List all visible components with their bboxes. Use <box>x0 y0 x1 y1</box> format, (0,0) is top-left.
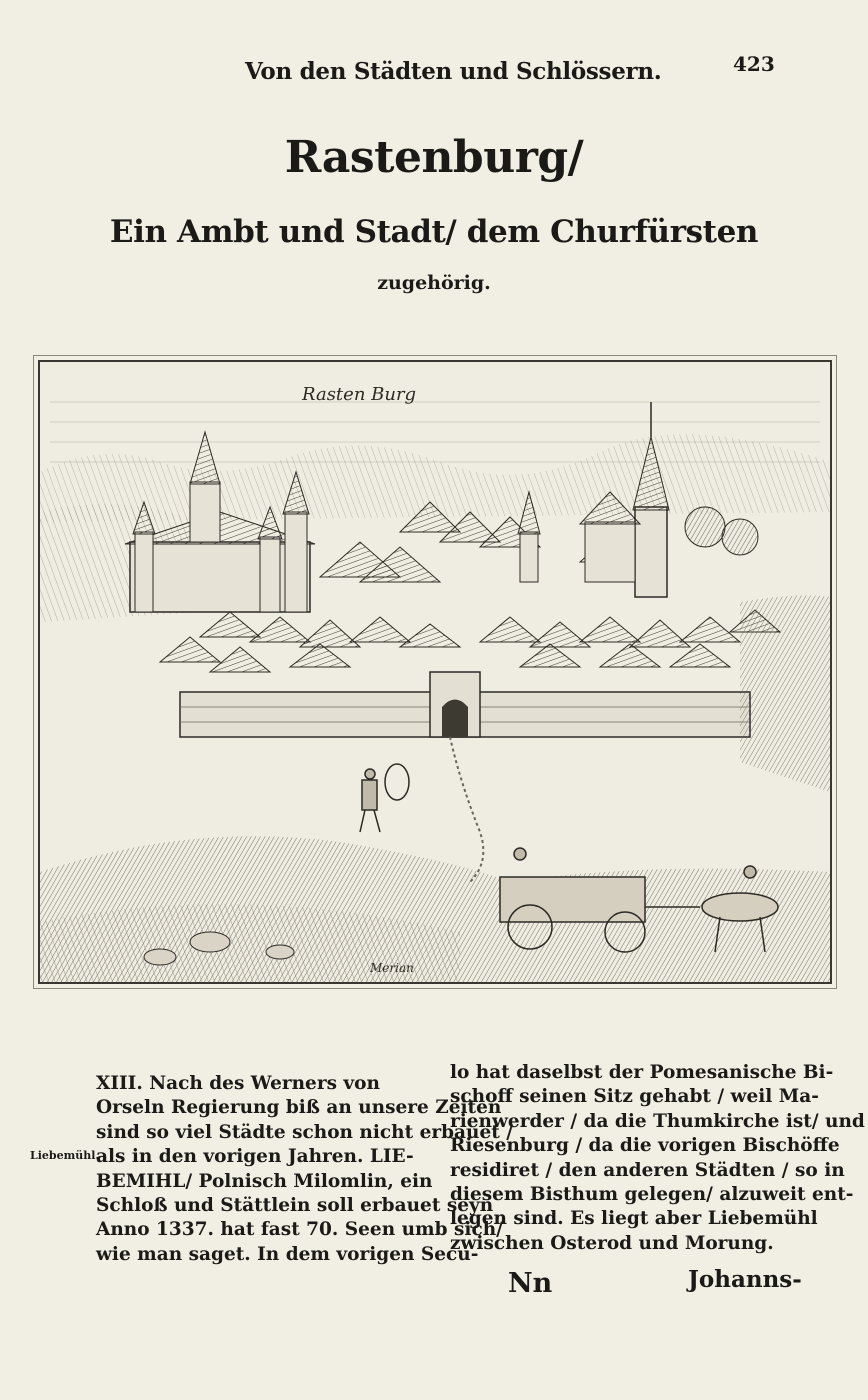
town-wall <box>180 672 750 737</box>
text-line: lo hat daselbst der Pomesanische Bi- <box>450 1062 834 1083</box>
catchword: Johanns- <box>688 1266 802 1293</box>
text-column-right <box>450 1061 865 1256</box>
text-line: diesem Bisthum gelegen/ alzuweit ent- <box>450 1184 854 1206</box>
page-number: 423 <box>733 52 775 76</box>
text-line: rienwerder / da die Thumkirche ist/ und <box>450 1110 865 1132</box>
text-line: residiret / den anderen Städten / so in <box>450 1159 845 1181</box>
text-line: Orseln Regierung biß an unsere Zeiten <box>96 1097 502 1119</box>
engraving-caption: Rasten Burg <box>302 384 417 405</box>
engraving-plate <box>38 360 832 984</box>
engraving-signature: Merian <box>370 961 414 975</box>
page-title: Rastenburg/ <box>284 132 584 183</box>
town-view-engraving <box>40 362 830 982</box>
page-subtitle: Ein Ambt und Stadt/ dem Churfürsten <box>109 214 759 250</box>
text-column-left <box>96 1072 514 1267</box>
text-line: legen sind. Es liegt aber Liebemühl <box>450 1208 818 1230</box>
text-line: als in den vorigen Jahren. LIE- <box>96 1146 414 1168</box>
page-subtitle-line2: zugehörig. <box>377 272 491 294</box>
walking-figure <box>360 764 409 832</box>
text-line: schoff seinen Sitz gehabt / weil Ma- <box>450 1086 819 1108</box>
text-line: Anno 1337. hat fast 70. Seen umb sich/ <box>96 1219 503 1241</box>
text-line: XIII. Nach des Werners von <box>96 1073 380 1094</box>
text-line: BEMIHL/ Polnisch Milomlin, ein <box>96 1170 433 1192</box>
text-line: Riesenburg / da die vorigen Bischöffe <box>450 1135 840 1157</box>
text-line: zwischen Osterod und Morung. <box>450 1232 774 1254</box>
margin-note: Liebemühl. <box>30 1149 100 1162</box>
text-line: wie man saget. In dem vorigen Secu- <box>96 1243 479 1265</box>
signature-mark: Nn <box>508 1268 553 1299</box>
text-line: sind so viel Städte schon nicht erbauet / <box>96 1121 514 1143</box>
running-head: Von den Städten und Schlössern. <box>245 58 662 85</box>
text-line: Schloß und Stättlein soll erbauet seyn <box>96 1195 494 1217</box>
